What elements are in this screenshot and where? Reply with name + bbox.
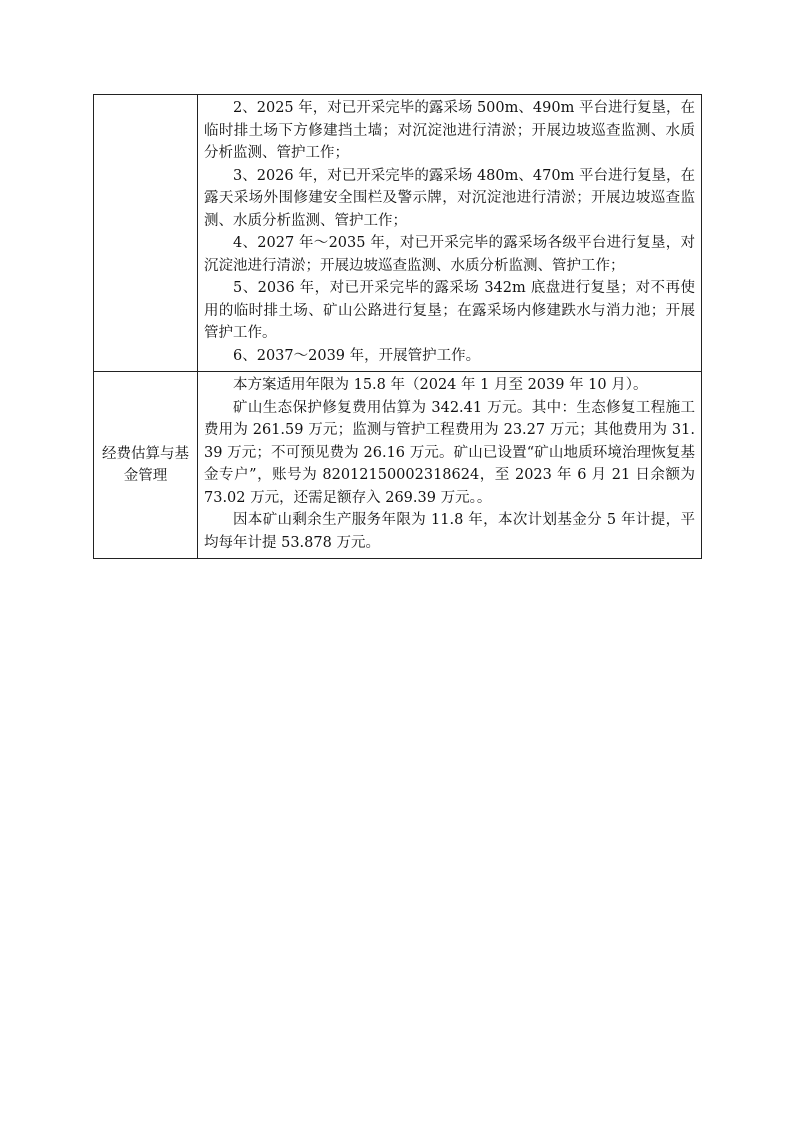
- row-label-funding: 经费估算与基金管理: [94, 372, 198, 559]
- paragraph-cost-estimate: 矿山生态保护修复费用估算为 342.41 万元。其中：生态修复工程施工费用为 261.59 万元；监测与管护工程费用为 23.27 万元；其他费用为 31.39 万元；不可预见费为 26.16 万元。矿山已设置“矿山地质环境治理恢复基金专户”，账号为 82012150002318624，至 2023 年 6 月 21 日余额为 73.02 万元，还需足额存入 269.39 万元。。: [204, 399, 695, 506]
- document-table: [93, 94, 702, 559]
- table-row-schedule: [94, 95, 702, 372]
- row-label-schedule: [94, 95, 198, 372]
- paragraph-2036: 5、2036 年，对已开采完毕的露采场 342m 底盘进行复垦；对不再使用的临时排土场、矿山公路进行复垦；在露采场内修建跌水与消力池；开展管护工作。: [204, 280, 695, 341]
- paragraph-applicable-period: 本方案适用年限为 15.8 年（2024 年 1 月至 2039 年 10 月）。: [233, 377, 648, 393]
- row-content-funding: [198, 372, 702, 559]
- paragraph-2027-2035: 4、2027 年～2035 年，对已开采完毕的露采场各级平台进行复垦，对沉淀池进行清淤；开展边坡巡查监测、水质分析监测、管护工作；: [204, 235, 695, 274]
- row-content-schedule: [198, 95, 702, 372]
- paragraph-2026: 3、2026 年，对已开采完毕的露采场 480m、470m 平台进行复垦，在露天采场外围修建安全围栏及警示牌，对沉淀池进行清淤；开展边坡巡查监测、水质分析监测、管护工作；: [204, 167, 695, 229]
- paragraph-2025: 2、2025 年，对已开采完毕的露采场 500m、490m 平台进行复垦，在临时排土场下方修建挡土墙；对沉淀池进行清淤；开展边坡巡查监测、水质分析监测、管护工作；: [204, 100, 695, 161]
- paragraph-2037-2039: 6、2037～2039 年，开展管护工作。: [233, 347, 481, 364]
- paragraph-fund-accrual: 因本矿山剩余生产服务年限为 11.8 年，本次计划基金分 5 年计提，平均每年计提 53.878 万元。: [204, 512, 695, 551]
- table-row-funding: [94, 372, 702, 559]
